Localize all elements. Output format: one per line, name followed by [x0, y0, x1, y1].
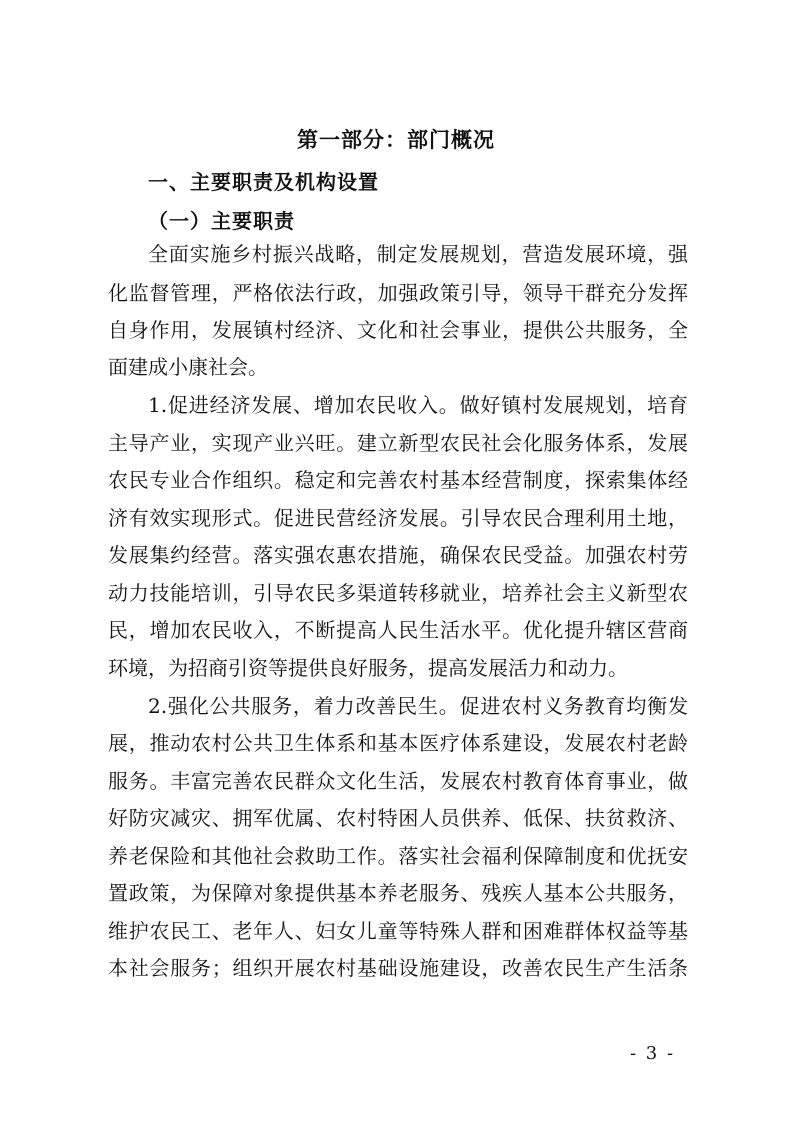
paragraph-line: 主导产业，实现产业兴旺。建立新型农民社会化服务体系，发展: [108, 431, 688, 455]
paragraph-line: 济有效实现形式。促进民营经济发展。引导农民合理利用土地，: [108, 506, 688, 530]
paragraph-line: 民，增加农民收入，不断提高人民生活水平。优化提升辖区营商: [108, 618, 688, 642]
paragraph-line: 养老保险和其他社会救助工作。落实社会福利保障制度和优抚安: [108, 844, 688, 868]
paragraph-line: 好防灾减灾、拥军优属、农村特困人员供养、低保、扶贫救济、: [108, 806, 688, 830]
section-heading: 一、主要职责及机构设置: [148, 170, 379, 194]
paragraph-line: 置政策，为保障对象提供基本养老服务、残疾人基本公共服务，: [108, 881, 688, 905]
paragraph-line: 自身作用，发展镇村经济、文化和社会事业，提供公共服务，全: [108, 318, 688, 342]
paragraph-line: 化监督管理，严格依法行政，加强政策引导，领导干群充分发挥: [108, 281, 688, 305]
paragraph-line: 环境，为招商引资等提供良好服务，提高发展活力和动力。: [108, 656, 628, 680]
paragraph-line: 2.强化公共服务，着力改善民生。促进农村义务教育均衡发: [148, 694, 688, 718]
paragraph-line: 服务。丰富完善农民群众文化生活，发展农村教育体育事业，做: [108, 769, 688, 793]
paragraph-line: 全面实施乡村振兴战略，制定发展规划，营造发展环境，强: [148, 242, 688, 266]
page-title: 第一部分：部门概况: [297, 128, 495, 152]
paragraph-line: 展，推动农村公共卫生体系和基本医疗体系建设，发展农村老龄: [108, 731, 688, 755]
paragraph-line: 本社会服务；组织开展农村基础设施建设，改善农民生产生活条: [108, 956, 688, 980]
paragraph-line: 发展集约经营。落实强农惠农措施，确保农民受益。加强农村劳: [108, 543, 688, 567]
paragraph-line: 1.促进经济发展、增加农民收入。做好镇村发展规划，培育: [148, 393, 688, 417]
page-number: - 3 -: [630, 1043, 676, 1064]
paragraph-line: 面建成小康社会。: [108, 355, 268, 379]
paragraph-line: 农民专业合作组织。稳定和完善农村基本经营制度，探索集体经: [108, 468, 688, 492]
subsection-heading: （一）主要职责: [148, 209, 295, 233]
paragraph-line: 维护农民工、老年人、妇女儿童等特殊人群和困难群体权益等基: [108, 919, 688, 943]
paragraph-line: 动力技能培训，引导农民多渠道转移就业，培养社会主义新型农: [108, 581, 688, 605]
